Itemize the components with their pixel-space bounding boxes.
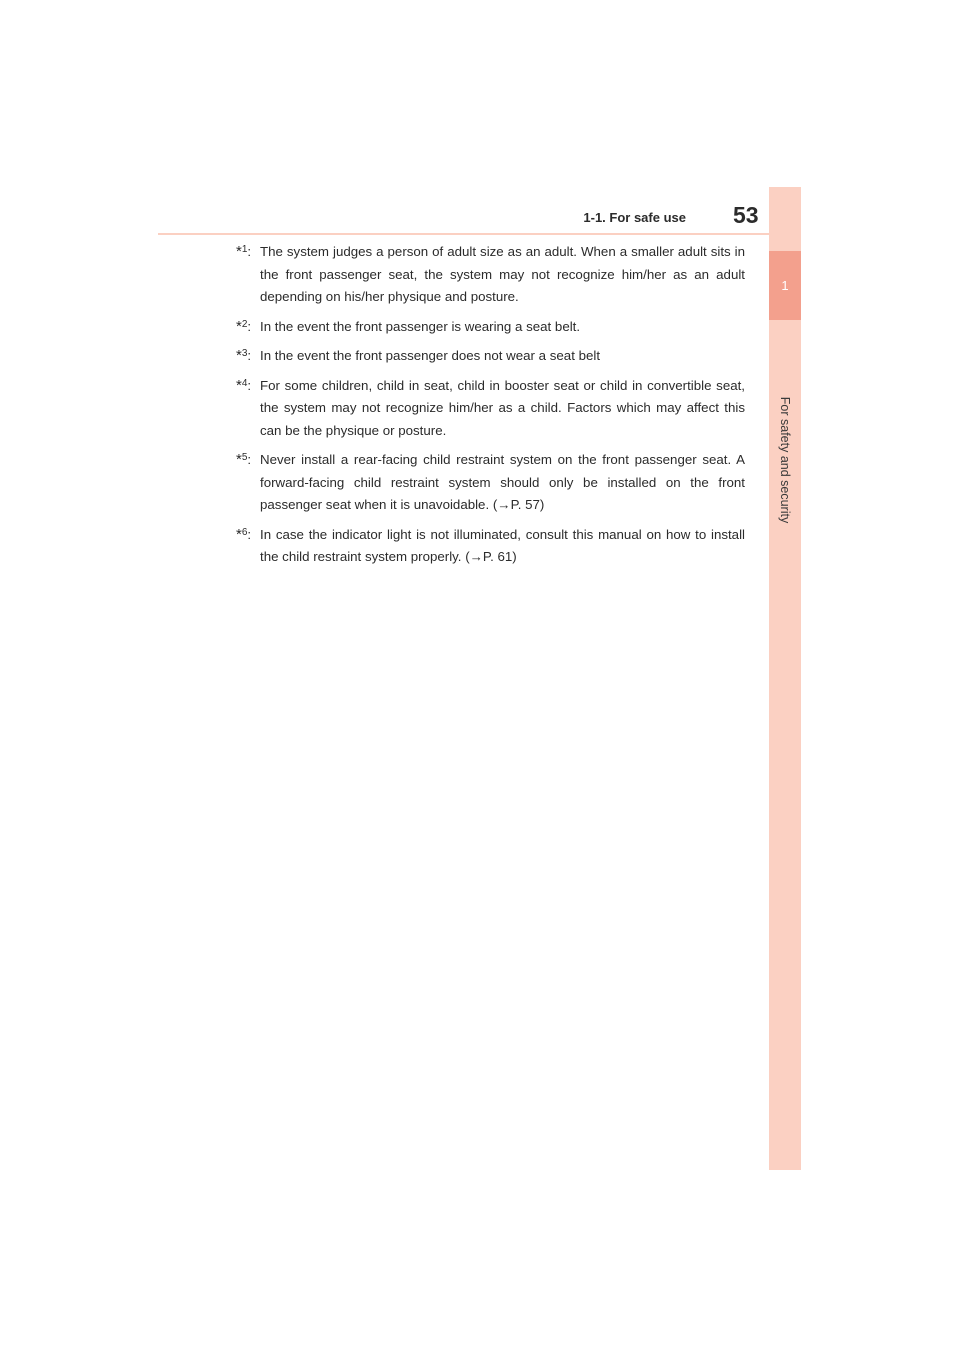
chapter-side-tab [769,187,801,1170]
footnote-text: For some children, child in seat, child in booster seat or child in convertible seat, the system may not recognize him/her as a child. Factors which may affect this can be the physique or posture. [260,377,745,438]
footnote-text: In case the indicator light is not illuminated, consult this manual on how to install the child restraint system properly. (→P. 61) [260,526,745,564]
footnote-text: Never install a rear-facing child restraint system on the front passenger seat. A forward-facing child restraint system should only be installed on the front passenger seat when it is unavoidable. (→P. 57) [260,452,745,512]
footnote-4 [236,375,745,443]
footnote-5 [236,449,745,517]
footnote-text: In the event the front passenger does not wear a seat belt [260,348,601,363]
section-title: 1-1. For safe use [583,210,686,225]
footnote-6 [236,524,745,569]
chapter-title: For safety and security [778,396,793,524]
chapter-number-tab [769,251,801,320]
footnote-marker: *$^4$: [236,376,252,394]
footnote-marker: *$^2$: [236,317,252,335]
footnote-marker: *$^5$: [236,451,252,468]
footnote-marker: *$^6$: [236,525,252,543]
footnote-marker: *$^3$: [236,347,252,364]
footnote-list [236,241,745,576]
footnote-text: The system judges a person of adult size as an adult. When a smaller adult sits in the front passenger seat, the system may not recognize him/her as an adult depending on his/her physique and posture. [260,244,745,304]
footnote-text: In the event the front passenger is wearing a seat belt. [260,318,581,334]
footnote-marker: *$^1$: [236,243,252,260]
footnote-3 [236,345,745,368]
footnote-2 [236,316,745,339]
chapter-number: 1 [781,278,789,293]
footnote-1 [236,241,745,309]
page-number: 53 [733,202,759,228]
chapter-title-tab [770,340,800,580]
header-divider [158,233,801,235]
